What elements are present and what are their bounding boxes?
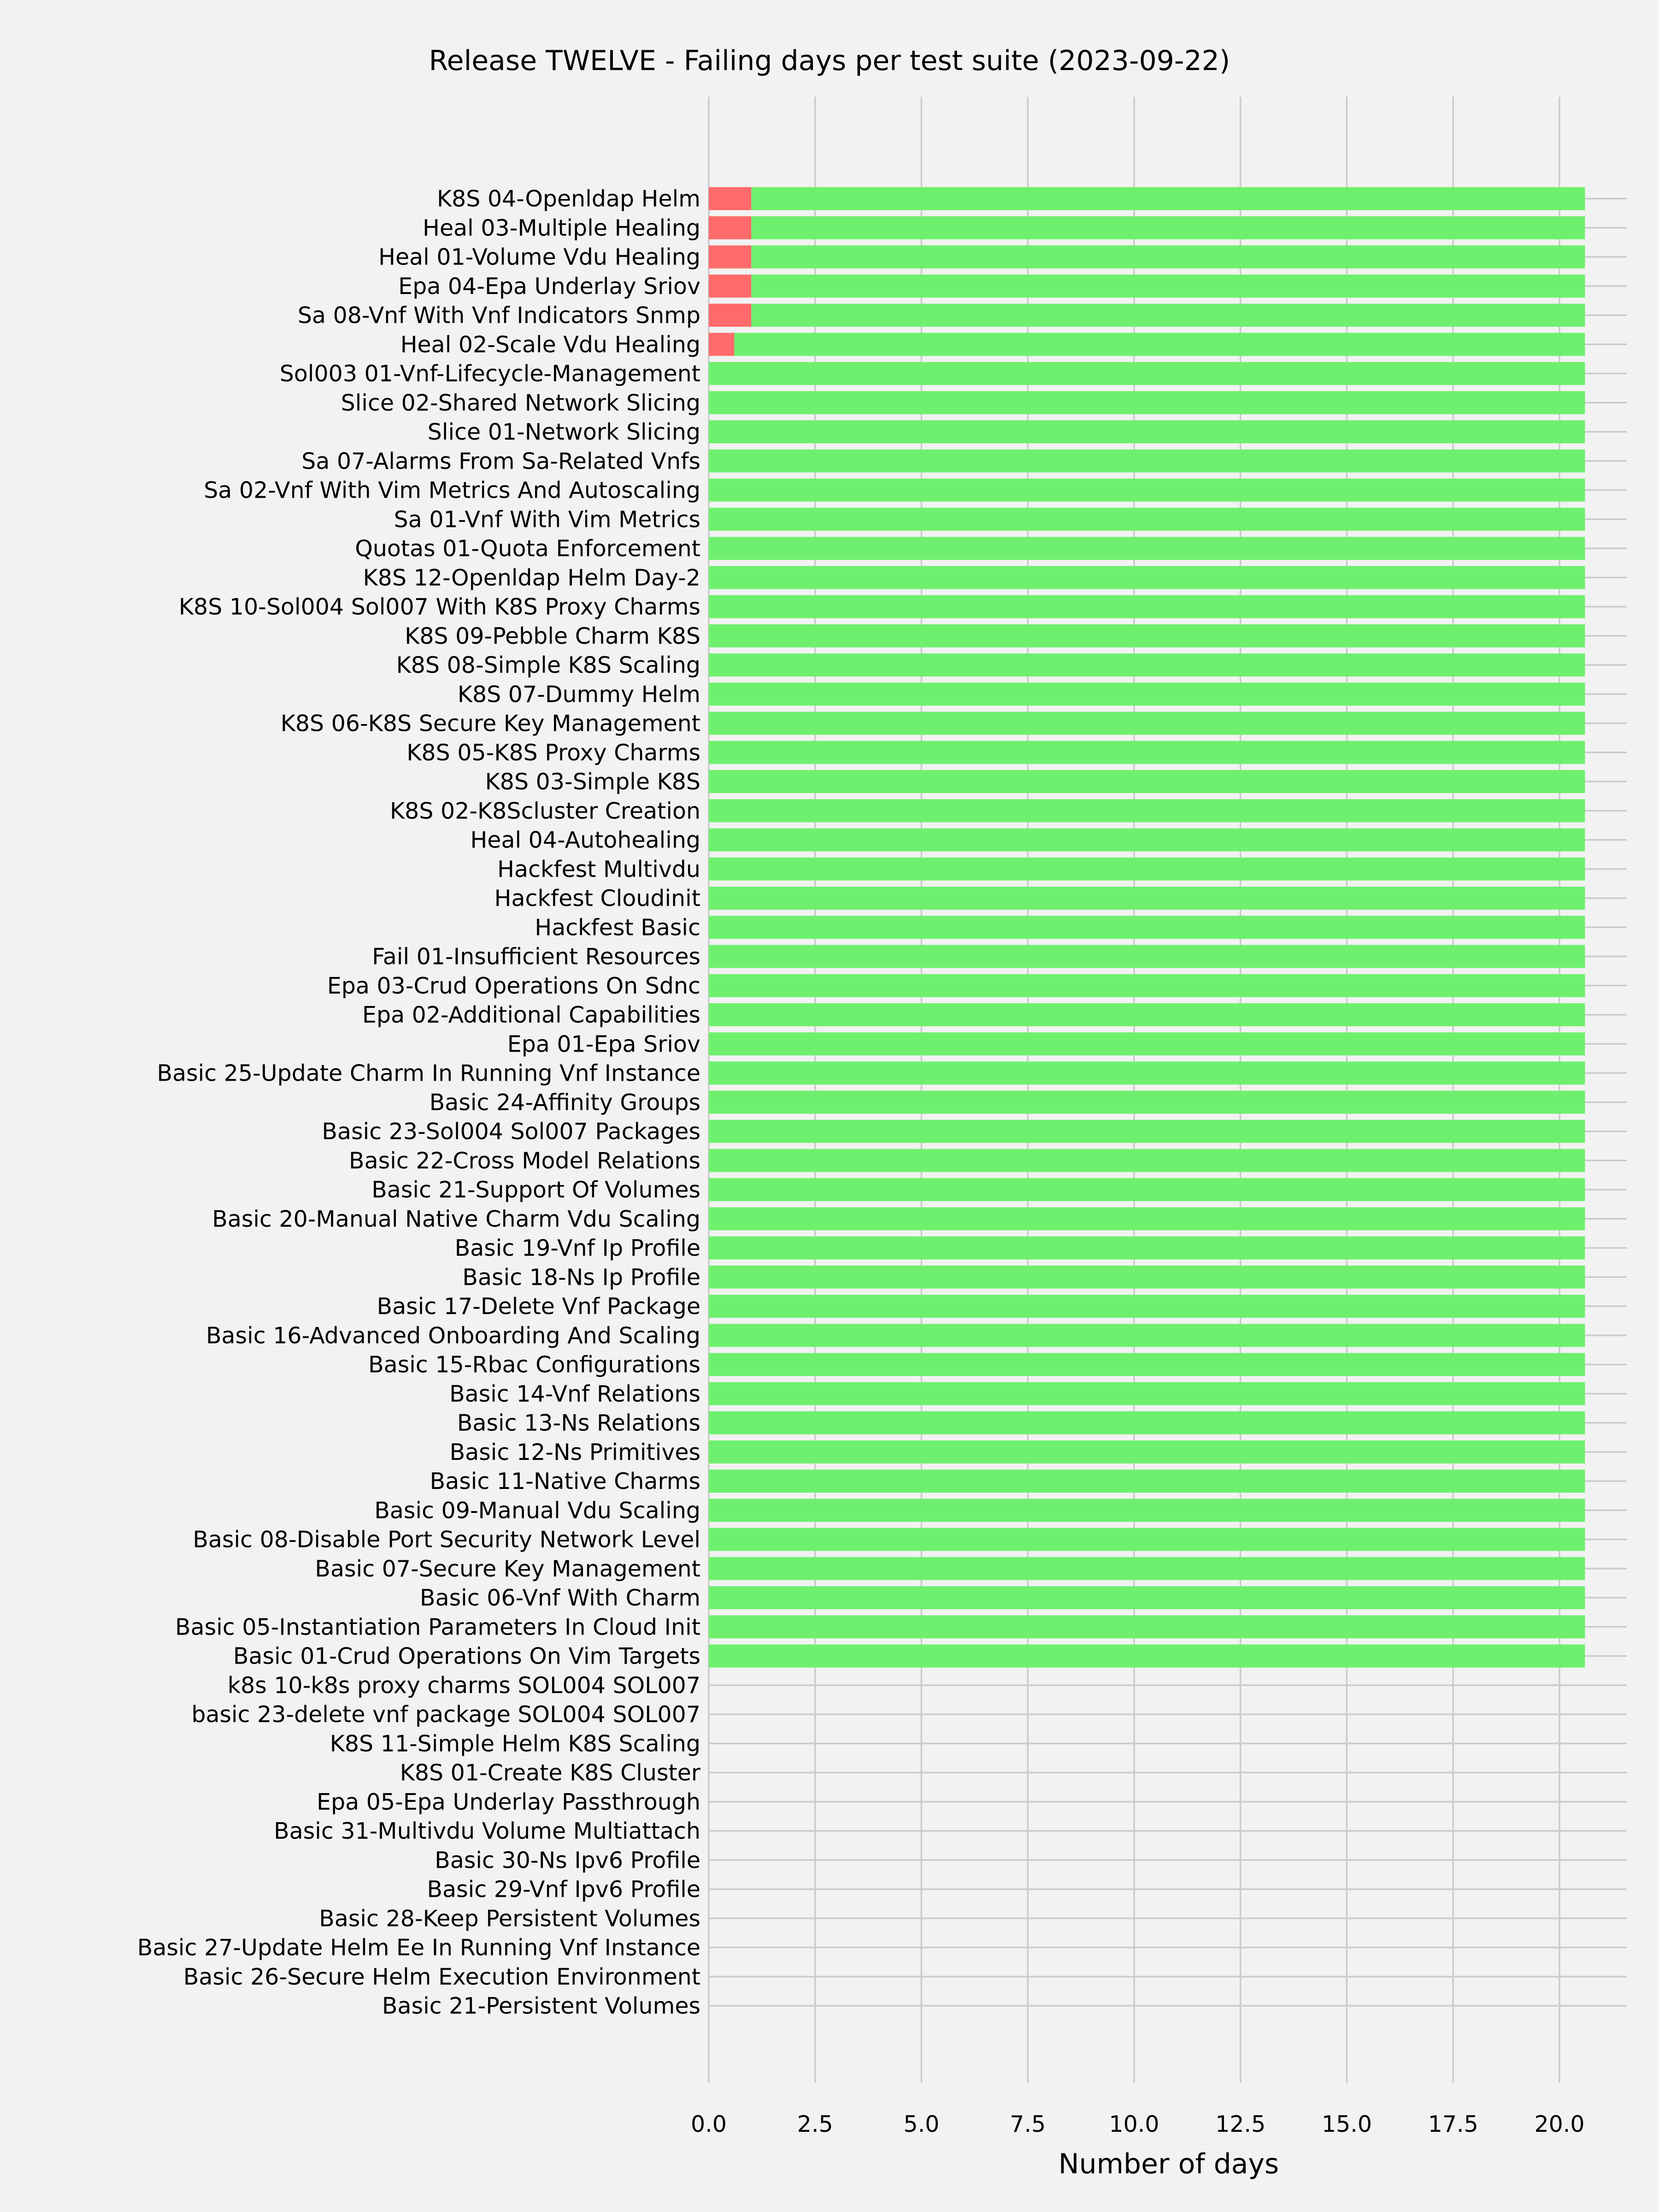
y-tick-label: K8S 10-Sol004 Sol007 With K8S Proxy Charms (178, 594, 700, 620)
y-tick-label: Basic 17-Delete Vnf Package (377, 1293, 700, 1320)
x-tick-label: 2.5 (797, 2111, 833, 2137)
x-tick-label: 12.5 (1215, 2111, 1266, 2137)
y-tick-label: Epa 01-Epa Sriov (507, 1031, 700, 1058)
y-tick-label: Basic 20-Manual Native Charm Vdu Scaling (212, 1206, 700, 1232)
bar-fail (709, 187, 751, 210)
y-tick-label: K8S 02-K8Scluster Creation (390, 798, 700, 824)
bar-pass (709, 508, 1585, 531)
bar-pass (709, 1149, 1585, 1172)
bar-pass (709, 1091, 1585, 1114)
bar-pass (709, 1178, 1585, 1201)
y-tick-label: Basic 21-Persistent Volumes (382, 1993, 700, 2019)
bar-pass (751, 275, 1585, 298)
bar-pass (709, 653, 1585, 677)
y-tick-label: Hackfest Multivdu (497, 856, 700, 882)
y-tick-label: Heal 03-Multiple Healing (423, 215, 700, 241)
bar-pass (709, 799, 1585, 822)
y-tick-label: K8S 12-Openldap Helm Day-2 (363, 565, 700, 591)
y-tick-label: Fail 01-Insufficient Resources (372, 943, 700, 970)
y-tick-label: K8S 01-Create K8S Cluster (400, 1759, 700, 1786)
y-tick-label: Slice 01-Network Slicing (427, 419, 700, 445)
bar-fail (709, 216, 751, 239)
bar-fail (709, 246, 751, 269)
y-tick-label: Epa 04-Epa Underlay Sriov (398, 273, 700, 300)
bar-pass (709, 391, 1585, 414)
bar-pass (751, 216, 1585, 239)
bar-pass (709, 624, 1585, 647)
bar-pass (709, 916, 1585, 939)
x-axis-label: Number of days (1058, 2148, 1279, 2180)
x-tick-label: 0.0 (691, 2111, 727, 2137)
bar-pass (709, 1382, 1585, 1405)
y-tick-label: Basic 15-Rbac Configurations (368, 1352, 700, 1378)
y-tick-label: Basic 07-Secure Key Management (315, 1555, 700, 1582)
bar-pass (709, 974, 1585, 997)
bar-pass (709, 1236, 1585, 1259)
bar-pass (709, 1207, 1585, 1230)
y-tick-label: Heal 02-Scale Vdu Healing (400, 331, 700, 358)
y-tick-label: K8S 08-Simple K8S Scaling (396, 652, 700, 678)
bar-pass (709, 1470, 1585, 1493)
y-tick-label: Sa 08-Vnf With Vnf Indicators Snmp (297, 302, 700, 329)
y-tick-label: Basic 22-Cross Model Relations (349, 1147, 700, 1174)
chart-title: Release TWELVE - Failing days per test suite (2023-09-22) (429, 45, 1230, 77)
y-tick-label: Epa 02-Additional Capabilities (362, 1002, 700, 1028)
bar-pass (709, 537, 1585, 560)
y-tick-label: Sa 07-Alarms From Sa-Related Vnfs (301, 448, 700, 475)
bar-fail (709, 333, 734, 356)
bar-pass (709, 741, 1585, 764)
x-tick-label: 17.5 (1428, 2111, 1478, 2137)
bar-pass (709, 770, 1585, 793)
bar-pass (751, 187, 1585, 210)
bar-pass (709, 1615, 1585, 1638)
bar-pass (709, 682, 1585, 706)
x-tick-label: 10.0 (1109, 2111, 1159, 2137)
y-tick-label: Sa 02-Vnf With Vim Metrics And Autoscaling (204, 477, 700, 504)
bar-pass (709, 1324, 1585, 1347)
bar-pass (709, 829, 1585, 852)
x-tick-label: 7.5 (1010, 2111, 1046, 2137)
bar-pass (709, 1586, 1585, 1609)
y-tick-label: Basic 06-Vnf With Charm (419, 1585, 700, 1611)
bar-pass (709, 858, 1585, 881)
bar-pass (709, 1032, 1585, 1055)
y-tick-label: Epa 05-Epa Underlay Passthrough (317, 1788, 700, 1815)
bar-pass (709, 1265, 1585, 1288)
y-tick-label: Basic 26-Secure Helm Execution Environment (183, 1964, 700, 1990)
x-axis-tick-labels (691, 2111, 1585, 2137)
y-tick-label: Basic 13-Ns Relations (457, 1410, 700, 1436)
y-tick-label: K8S 09-Pebble Charm K8S (405, 623, 700, 649)
bar-pass (709, 1062, 1585, 1085)
y-tick-label: Basic 11-Native Charms (429, 1468, 700, 1494)
x-tick-label: 15.0 (1321, 2111, 1372, 2137)
y-tick-label: Heal 01-Volume Vdu Healing (378, 244, 700, 271)
y-tick-label: Basic 30-Ns Ipv6 Profile (435, 1847, 700, 1874)
y-tick-label: basic 23-delete vnf package SOL004 SOL007 (191, 1701, 700, 1728)
y-tick-label: Basic 23-Sol004 Sol007 Packages (322, 1118, 700, 1145)
y-tick-label: Sa 01-Vnf With Vim Metrics (394, 506, 700, 533)
y-tick-label: Sol003 01-Vnf-Lifecycle-Management (279, 360, 700, 387)
bar-pass (709, 595, 1585, 618)
y-tick-label: Basic 05-Instantiation Parameters In Cloud Init (175, 1614, 700, 1641)
bar-pass (709, 1003, 1585, 1026)
bar-pass (709, 362, 1585, 385)
y-tick-label: K8S 07-Dummy Helm (457, 681, 700, 708)
bar-pass (709, 1412, 1585, 1435)
y-tick-label: Basic 31-Multivdu Volume Multiattach (274, 1818, 700, 1844)
y-tick-label: Quotas 01-Quota Enforcement (355, 535, 700, 562)
bar-pass (709, 712, 1585, 735)
y-tick-label: Slice 02-Shared Network Slicing (341, 389, 700, 416)
bar-pass (751, 246, 1585, 269)
y-tick-label: K8S 11-Simple Helm K8S Scaling (329, 1730, 700, 1757)
y-tick-label: Basic 08-Disable Port Security Network Level (193, 1526, 700, 1553)
bar-pass (709, 1557, 1585, 1580)
x-tick-label: 20.0 (1534, 2111, 1585, 2137)
bar-pass (734, 333, 1585, 356)
y-tick-label: Basic 01-Crud Operations On Vim Targets (233, 1643, 700, 1670)
bar-pass (709, 1120, 1585, 1143)
bar-pass (709, 1441, 1585, 1464)
bar-fail (709, 275, 751, 298)
bar-pass (709, 1295, 1585, 1318)
bar-pass (709, 420, 1585, 443)
y-tick-label: Hackfest Cloudinit (494, 885, 700, 912)
bar-pass (709, 945, 1585, 968)
y-tick-label: Basic 29-Vnf Ipv6 Profile (427, 1876, 700, 1903)
x-tick-label: 5.0 (903, 2111, 940, 2137)
bar-pass (709, 479, 1585, 502)
y-tick-label: Basic 28-Keep Persistent Volumes (319, 1905, 700, 1932)
y-tick-label: k8s 10-k8s proxy charms SOL004 SOL007 (227, 1672, 700, 1699)
bar-pass (709, 887, 1585, 910)
bar-pass (709, 449, 1585, 472)
bar-pass (751, 304, 1585, 327)
y-tick-label: Epa 03-Crud Operations On Sdnc (327, 972, 700, 999)
y-tick-label: K8S 05-K8S Proxy Charms (406, 739, 700, 766)
y-tick-label: Basic 27-Update Helm Ee In Running Vnf Instance (137, 1935, 700, 1961)
y-tick-label: Basic 25-Update Charm In Running Vnf Instance (157, 1060, 700, 1087)
bar-fail (709, 304, 751, 327)
y-tick-label: Basic 09-Manual Vdu Scaling (374, 1497, 700, 1524)
bar-pass (709, 1499, 1585, 1522)
y-tick-label: Basic 12-Ns Primitives (449, 1439, 700, 1465)
y-tick-label: K8S 04-Openldap Helm (436, 186, 700, 212)
y-tick-label: Basic 16-Advanced Onboarding And Scaling (206, 1322, 700, 1349)
y-tick-label: K8S 03-Simple K8S (485, 769, 700, 795)
bar-pass (709, 566, 1585, 589)
y-tick-label: Hackfest Basic (535, 914, 700, 941)
bar-pass (709, 1353, 1585, 1376)
y-tick-label: Basic 18-Ns Ip Profile (462, 1264, 700, 1291)
y-tick-label: K8S 06-K8S Secure Key Management (280, 710, 700, 737)
bars (709, 187, 1585, 1668)
bar-pass (709, 1645, 1585, 1668)
y-tick-label: Heal 04-Autohealing (470, 827, 700, 853)
y-tick-label: Basic 21-Support Of Volumes (371, 1177, 700, 1203)
y-tick-label: Basic 24-Affinity Groups (429, 1089, 700, 1116)
bar-pass (709, 1528, 1585, 1551)
y-tick-label: Basic 14-Vnf Relations (449, 1381, 700, 1407)
y-tick-label: Basic 19-Vnf Ip Profile (454, 1235, 700, 1261)
